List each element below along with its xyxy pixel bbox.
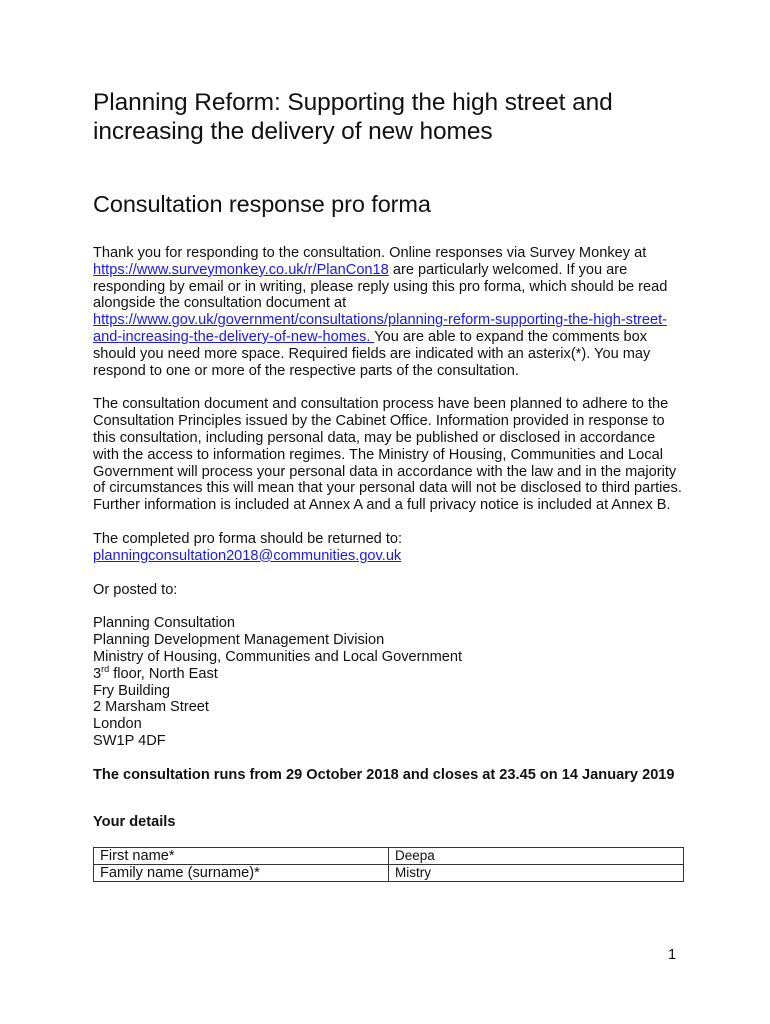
return-paragraph — [93, 531, 685, 565]
address-line: Ministry of Housing, Communities and Local Government — [93, 648, 463, 665]
table-row — [94, 865, 684, 882]
address-line: Planning Consultation — [93, 615, 235, 632]
family-name-field[interactable]: Mistry — [389, 865, 684, 882]
first-name-label: First name* — [94, 848, 389, 865]
return-text: The completed pro forma should be returned to: — [93, 530, 403, 547]
return-email-link[interactable]: planningconsultation2018@communities.gov.uk — [93, 547, 402, 564]
document-content — [93, 88, 685, 882]
document-title: Planning Reform: Supporting the high street and increasing the delivery of new homes — [93, 89, 613, 145]
address-line: 3rd floor, North East — [93, 663, 218, 682]
consultation-dates: The consultation runs from 29 October 2018 and closes at 23.45 on 14 January 2019 — [93, 766, 675, 783]
survey-monkey-link[interactable]: https://www.surveymonkey.co.uk/r/PlanCon18 — [93, 261, 389, 278]
address-line: SW1P 4DF — [93, 732, 166, 749]
details-table — [93, 847, 684, 882]
first-name-field[interactable]: Deepa — [389, 848, 684, 865]
address-line: Fry Building — [93, 682, 171, 699]
intro-paragraph — [93, 245, 685, 379]
page-number: 1 — [668, 947, 677, 963]
postal-address — [93, 615, 685, 749]
posted-text: Or posted to: — [93, 581, 178, 598]
table-row — [94, 848, 684, 865]
intro-text-2: are particularly welcomed. If you are responding by email or in writing, please reply using this pro forma, which should be read alongside the consultation document at — [93, 261, 668, 312]
consultation-document-link[interactable]: https://www.gov.uk/government/consultations/planning-reform-supporting-the-high-street-and-increasing-the-delivery-of-new-homes. — [93, 312, 668, 345]
address-line: London — [93, 716, 142, 733]
family-name-label: Family name (surname)* — [94, 865, 389, 882]
address-line: Planning Development Management Division — [93, 632, 385, 649]
address-line: 2 Marsham Street — [93, 699, 209, 716]
document-subtitle: Consultation response pro forma — [93, 191, 431, 217]
your-details-heading: Your details — [93, 813, 176, 830]
intro-text-1: Thank you for responding to the consultation. Online responses via Survey Monkey at — [93, 245, 647, 261]
privacy-paragraph: The consultation document and consultation process have been planned to adhere to the Consultation Principles issued by the Cabinet Office. Information provided in response to this consultation, including personal data, may be published or disclosed in accordance with the access to information regimes. The Ministry of Housing, Communities and Local Government will process your personal data in accordance with the law and in the majority of circumstances this will mean that your personal data will not be disclosed to third parties. Further information is included at Annex A and a full privacy notice is included at Annex B. — [93, 396, 682, 514]
intro-text-3: You are able to expand the comments box should you need more space. Required fields are indicated with an asterix(*). You may respond to one or more of the respective parts of the consultation. — [93, 328, 651, 379]
